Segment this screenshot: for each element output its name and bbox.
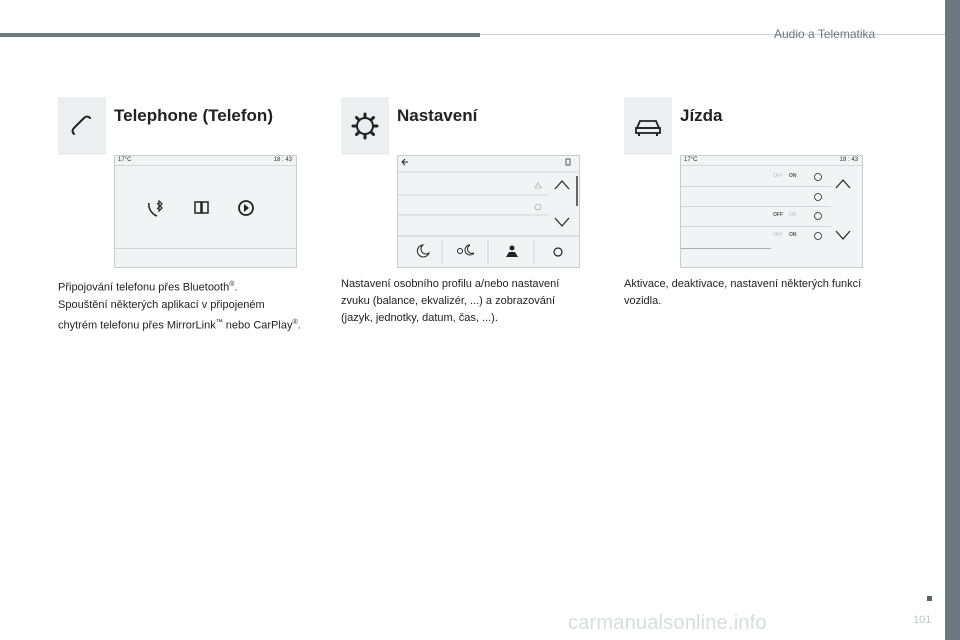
screen-divider xyxy=(115,248,296,249)
section-title: Telephone (Telefon) xyxy=(114,106,273,125)
section-title: Nastavení xyxy=(397,106,478,125)
scroll-down-icon xyxy=(836,231,850,239)
screen-time: 18 : 43 xyxy=(273,157,292,163)
phone-app-icons xyxy=(145,198,265,220)
scroll-down-icon xyxy=(555,218,569,226)
toggle-off: OFF xyxy=(773,173,783,179)
section-description: Nastavení osobního profilu a/nebo nastavení zvuku (balance, ekvalizér, ...) a zobrazování (jazyk, jednotky, datum, čas, ...). xyxy=(341,278,560,324)
bluetooth-phone-icon xyxy=(149,201,162,216)
back-arrow-icon xyxy=(402,159,408,165)
day-night-icon xyxy=(458,245,475,255)
telephone-screen xyxy=(114,155,297,268)
profile-icon xyxy=(506,246,518,258)
mirror-phone-icon xyxy=(195,202,208,213)
section-description: Aktivace, deaktivace, nastavení některých funkcí vozidla. xyxy=(624,278,862,307)
screen-time: 18 : 43 xyxy=(839,157,858,163)
screen-status-bar xyxy=(115,156,296,166)
page-dot xyxy=(927,596,932,601)
toggle-off: OFF xyxy=(773,212,783,218)
header-rule-thick xyxy=(0,33,480,37)
driving-screen-art xyxy=(681,156,862,267)
toggle-on: ON xyxy=(789,173,797,179)
side-strip xyxy=(945,0,960,640)
settings-screen xyxy=(397,155,580,268)
watermark: carmanualsonline.info xyxy=(568,612,767,634)
phone-icon xyxy=(58,97,106,155)
settings-gear-icon xyxy=(554,248,562,256)
header-rule-thin xyxy=(480,34,945,35)
gear-icon xyxy=(341,97,389,155)
settings-screen-art xyxy=(398,156,579,267)
header-title: Audio a Telematika xyxy=(774,27,876,41)
toggle-on: ON xyxy=(789,212,797,218)
trash-icon xyxy=(566,159,570,165)
scroll-up-icon xyxy=(555,181,569,189)
info-icons xyxy=(815,174,822,240)
toggle-off: OFF xyxy=(773,232,783,238)
page-number: 101 xyxy=(913,614,932,626)
section-title: Jízda xyxy=(680,106,723,125)
screen-temperature: 17°C xyxy=(118,157,132,163)
scroll-up-icon xyxy=(836,180,850,188)
section-description: Připojování telefonu přes Bluetooth®. Spouštění některých aplikací v připojeném chytrém telefonu přes MirrorLink™ nebo CarPlay®. xyxy=(58,281,301,332)
carplay-icon xyxy=(239,201,253,215)
screen-temperature: 17°C xyxy=(684,157,698,163)
night-mode-icon xyxy=(417,245,429,257)
driving-screen xyxy=(680,155,863,268)
toggle-on: ON xyxy=(789,232,797,238)
car-icon xyxy=(624,97,672,155)
